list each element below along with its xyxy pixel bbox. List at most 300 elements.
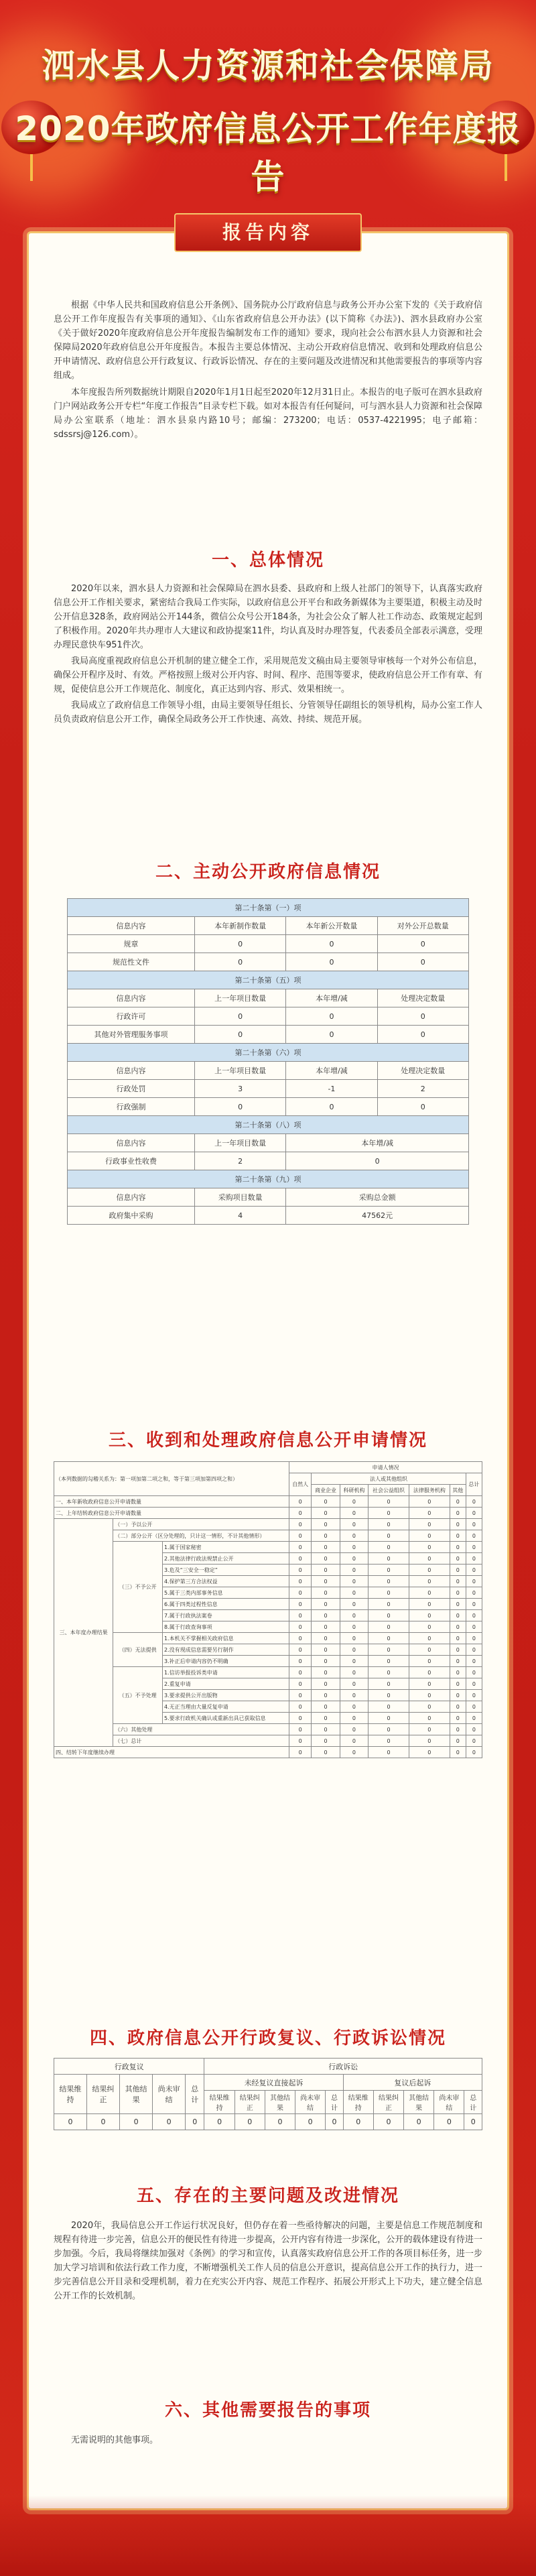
table-header-cell: 复议后起诉 xyxy=(343,2075,482,2091)
table-cell: 0 xyxy=(409,1713,450,1724)
table-cell: 0 xyxy=(409,1667,450,1678)
application-table xyxy=(54,1461,482,1758)
table-cell: 0 xyxy=(286,953,377,971)
row-label: 7.属于行政执法案卷 xyxy=(162,1610,289,1621)
table-cell: 0 xyxy=(450,1599,466,1610)
row-label: 8.属于行政查询事项 xyxy=(162,1621,289,1633)
table-cell: 0 xyxy=(312,1530,340,1542)
table-row xyxy=(54,1724,482,1735)
table-row xyxy=(54,1542,482,1553)
table-cell: 0 xyxy=(368,1610,409,1621)
table-cell: 0 xyxy=(409,1565,450,1576)
table-cell: 0 xyxy=(368,1565,409,1576)
table-cell: 0 xyxy=(409,1735,450,1747)
table-cell: -1 xyxy=(286,1080,377,1098)
table-cell: 0 xyxy=(295,2114,326,2130)
table-cell: 0 xyxy=(409,1633,450,1644)
table-cell: 0 xyxy=(289,1530,312,1542)
table-cell: 0 xyxy=(312,1587,340,1599)
table-header-cell: 采购项目数量 xyxy=(194,1188,285,1207)
table-cell: 0 xyxy=(289,1542,312,1553)
table-cell: 0 xyxy=(466,1519,482,1530)
table-cell: 0 xyxy=(450,1667,466,1678)
section-1-body xyxy=(54,582,482,729)
table-cell: 0 xyxy=(340,1724,368,1735)
table-cell: 0 xyxy=(312,1576,340,1587)
table-header-cell: 上一年项目数量 xyxy=(194,1134,285,1152)
row-label: 二、上年结转政府信息公开申请数量 xyxy=(54,1508,289,1519)
table-cell: 4 xyxy=(194,1207,285,1225)
table-cell: 0 xyxy=(450,1724,466,1735)
table-row xyxy=(68,1207,469,1225)
group-label: 三、本年度办理结果 xyxy=(54,1519,113,1747)
section-6-body xyxy=(54,2433,482,2449)
title-line2: 2020年政府信息公开工作年度报告 xyxy=(15,109,521,196)
row-label: 一、本年新收政府信息公开申请数量 xyxy=(54,1496,289,1508)
table-cell: 0 xyxy=(312,1565,340,1576)
table-cell: 0 xyxy=(312,1610,340,1621)
table-cell: 0 xyxy=(340,1690,368,1701)
table-cell: 0 xyxy=(289,1690,312,1701)
active-disclosure-table xyxy=(67,898,469,1225)
table-cell: 0 xyxy=(450,1713,466,1724)
table-cell: 0 xyxy=(265,2114,295,2130)
table-row xyxy=(54,1508,482,1519)
table-cell: 0 xyxy=(340,1496,368,1508)
table-cell: 0 xyxy=(289,1576,312,1587)
table-band-row xyxy=(68,1044,469,1062)
table-cell: 0 xyxy=(450,1633,466,1644)
row-label: 2.没有现成信息需要另行制作 xyxy=(162,1644,289,1656)
table-header-cell: 科研机构 xyxy=(340,1485,368,1496)
table-row xyxy=(54,1667,482,1678)
table-cell: 0 xyxy=(312,1667,340,1678)
table-cell: 0 xyxy=(409,1701,450,1713)
row-label: 1.信访举报投诉类申请 xyxy=(162,1667,289,1678)
table-cell: 0 xyxy=(340,1644,368,1656)
table-band-title: 第二十条第（八）项 xyxy=(68,1116,469,1134)
intro-paragraph: 本年度报告所列数据统计期限自2020年1月1日起至2020年12月31日止。本报告的电子版可在泗水县政府门户网站政务公开专栏“年度工作报告”目录专栏下载。如对本报告有任何疑问，可与泗水县人力资源和社会保障局办公室联系（地址：泗水县泉内路10号；邮编：273200；电话：0537-4221995；电子邮箱：sdssrsj@126.com）。 xyxy=(54,387,482,440)
table-cell: 0 xyxy=(289,1599,312,1610)
table-cell: 0 xyxy=(368,1587,409,1599)
table-cell: 0 xyxy=(340,1508,368,1519)
table-band-title: 第二十条第（一）项 xyxy=(68,899,469,917)
table-cell: 3 xyxy=(194,1080,285,1098)
row-label: 5.要求行政机关确认或重新出具已获取信息 xyxy=(162,1713,289,1724)
table-cell: 行政强制 xyxy=(68,1098,195,1116)
table-cell: 0 xyxy=(450,1553,466,1565)
table-cell: 0 xyxy=(340,1519,368,1530)
table-row xyxy=(68,1080,469,1098)
table-cell: 0 xyxy=(466,1667,482,1678)
row-label: 4.保护第三方合法权益 xyxy=(162,1576,289,1587)
table-cell: 0 xyxy=(450,1735,466,1747)
group-label: （三）不予公开 xyxy=(113,1542,163,1633)
table-band-row xyxy=(68,1170,469,1188)
table-cell: 0 xyxy=(343,2114,373,2130)
footer-decoration xyxy=(0,2496,536,2576)
table-cell: 0 xyxy=(312,1542,340,1553)
table-cell: 0 xyxy=(373,2114,403,2130)
table-cell: 0 xyxy=(312,1621,340,1633)
paragraph: 我局成立了政府信息工作领导小组，由局主要领导任组长、分管领导任副组长的领导机构，局办公室工作人员负责政府信息公开工作，确保全局政务公开工作快速、高效、持续、规范开展。 xyxy=(54,700,482,725)
table-header-cell: 自然人 xyxy=(289,1473,312,1496)
table-cell: 0 xyxy=(340,1565,368,1576)
table-cell: 0 xyxy=(450,1701,466,1713)
table-header-row xyxy=(68,1062,469,1080)
table-cell: 0 xyxy=(312,1633,340,1644)
table-cell: 政府集中采购 xyxy=(68,1207,195,1225)
table-cell: 0 xyxy=(368,1542,409,1553)
row-label: 6.属于四类过程性信息 xyxy=(162,1599,289,1610)
table-cell: 0 xyxy=(340,1678,368,1690)
row-label: 5.属于三类内部事务信息 xyxy=(162,1587,289,1599)
table-cell: 0 xyxy=(204,2114,234,2130)
table-cell: 0 xyxy=(377,935,468,953)
table-cell: 0 xyxy=(286,935,377,953)
table-cell: 0 xyxy=(466,1542,482,1553)
table-cell: 0 xyxy=(289,1621,312,1633)
table-cell: 0 xyxy=(286,1098,377,1116)
table-cell: 0 xyxy=(312,1508,340,1519)
table-header-cell: 其他结果 xyxy=(404,2091,434,2114)
table-cell: 0 xyxy=(368,1553,409,1565)
table-header-cell: 结果维持 xyxy=(204,2091,234,2114)
table-header-cell: 信息内容 xyxy=(68,1062,195,1080)
table-cell: 0 xyxy=(194,1098,285,1116)
table-cell: 0 xyxy=(409,1678,450,1690)
table-cell: 0 xyxy=(54,2114,87,2130)
table-cell: 0 xyxy=(450,1678,466,1690)
table-cell: 0 xyxy=(466,1644,482,1656)
table-cell: 0 xyxy=(312,1735,340,1747)
table-cell: 47562元 xyxy=(286,1207,469,1225)
intro-text xyxy=(54,298,482,444)
group-label: （五）不予处理 xyxy=(113,1667,163,1724)
table-cell: 2 xyxy=(194,1152,285,1170)
table-cell: 0 xyxy=(312,1747,340,1758)
table-cell: 0 xyxy=(466,1690,482,1701)
paragraph: 2020年，我局信息公开工作运行状况良好，但仍存在着一些亟待解决的问题，主要是信息工作规范制度和规程有待进一步完善，信息公开的便民性有待进一步提高，公开内容有待进一步深化，公开的载体建设有待进一步加强。今后，我局将继续加强对《条例》的学习和宣传，认真落实政府信息公开工作的各项目标任务，进一步加大学习培训和依法行政工作力度，不断增强机关工作人员的信息公开意识，提高信息公开工作的执行力，进一步完善信息公开目录和受理机制，着力在充实公开内容、规范工作程序、拓展公开形式上下功夫，建立健全信息公开工作的长效机制。 xyxy=(54,2221,482,2301)
table-cell: 0 xyxy=(409,1519,450,1530)
table-cell: 0 xyxy=(289,1713,312,1724)
table-cell: 行政许可 xyxy=(68,1007,195,1026)
table-cell: 0 xyxy=(312,1713,340,1724)
table-cell: 0 xyxy=(289,1519,312,1530)
table-header-cell: 其他 xyxy=(450,1485,466,1496)
table-header-cell: 总计 xyxy=(466,1473,482,1496)
table-cell: 0 xyxy=(409,1576,450,1587)
table-header-cell: 尚未审结 xyxy=(153,2075,186,2114)
table-header-cell: 行政复议 xyxy=(54,2059,204,2075)
section-6-title: 六、其他需要报告的事项 xyxy=(164,2400,371,2420)
table-cell: 0 xyxy=(450,1576,466,1587)
table-cell: 0 xyxy=(409,1644,450,1656)
table-cell: 0 xyxy=(409,1690,450,1701)
table-cell: 0 xyxy=(289,1553,312,1565)
table-cell: 0 xyxy=(289,1678,312,1690)
table-header-row xyxy=(54,1462,482,1473)
row-label: 2.其他法律行政法规禁止公开 xyxy=(162,1553,289,1565)
table-cell: 0 xyxy=(450,1587,466,1599)
table-header-cell: 本年增/减 xyxy=(286,1062,377,1080)
section-2-title: 二、主动公开政府信息情况 xyxy=(155,862,381,882)
table-row xyxy=(68,1026,469,1044)
table-row xyxy=(54,1530,482,1542)
table-cell: 0 xyxy=(368,1713,409,1724)
table-cell: 0 xyxy=(450,1644,466,1656)
table-header-cell: 上一年项目数量 xyxy=(194,989,285,1007)
table-header-cell: 结果纠正 xyxy=(234,2091,265,2114)
table-cell: 规范性文件 xyxy=(68,953,195,971)
table-cell: 0 xyxy=(466,1496,482,1508)
table-cell: 0 xyxy=(289,1508,312,1519)
table-cell: 0 xyxy=(87,2114,120,2130)
table-cell: 0 xyxy=(312,1599,340,1610)
table-cell: 0 xyxy=(368,1747,409,1758)
table-cell: 0 xyxy=(466,1633,482,1644)
title-line1: 泗水县人力资源和社会保障局 xyxy=(42,46,494,85)
table-cell: 0 xyxy=(466,1576,482,1587)
table-cell: 0 xyxy=(289,1667,312,1678)
table-header-cell: 采购总金额 xyxy=(286,1188,469,1207)
intro-paragraph: 根据《中华人民共和国政府信息公开条例》、国务院办公厅政府信息与政务公开办公室下发的《关于政府信息公开工作年度报告有关事项的通知》、《山东省政府信息公开办法》(以下简称《办法》)、泗水县政府办公室《关于做好2020年度政府信息公开年度报告编制发布工作的通知》要求，现向社会公布泗水县人力资源和社会保障局2020年政府信息公开年度报告。本报告主要总体情况、主动公开政府信息情况、收到和处理政府信息公开申请情况、政府信息公开行政复议、行政诉讼情况、存在的主要问题及改进情况和其他需要报告的事项等内容组成。 xyxy=(54,300,482,381)
table-header-cell: 其他结果 xyxy=(265,2091,295,2114)
table-cell: 0 xyxy=(194,1026,285,1044)
table-cell: 0 xyxy=(466,1565,482,1576)
table-cell: 0 xyxy=(289,1747,312,1758)
table-header-cell: 信息内容 xyxy=(68,989,195,1007)
table-header-cell: 法人或其他组织 xyxy=(312,1473,466,1485)
table-cell: 0 xyxy=(450,1496,466,1508)
table-header-cell: 申请人情况 xyxy=(289,1462,482,1473)
table-cell: 0 xyxy=(368,1496,409,1508)
table-cell: 0 xyxy=(450,1508,466,1519)
table-header-row xyxy=(68,917,469,935)
table-cell: 0 xyxy=(186,2114,204,2130)
table-cell: 0 xyxy=(368,1701,409,1713)
table-cell: 0 xyxy=(312,1519,340,1530)
table-cell: 0 xyxy=(194,1007,285,1026)
row-label: 3.补正后申请内容仍不明确 xyxy=(162,1656,289,1667)
table-header-cell: 信息内容 xyxy=(68,917,195,935)
table-cell: 0 xyxy=(234,2114,265,2130)
table-cell: 0 xyxy=(340,1735,368,1747)
table-cell: 0 xyxy=(340,1530,368,1542)
table-cell: 行政事业性收费 xyxy=(68,1152,195,1170)
review-lawsuit-table xyxy=(54,2058,482,2130)
table-header-cell: 总计 xyxy=(464,2091,482,2114)
table-cell: 0 xyxy=(368,1690,409,1701)
table-row xyxy=(68,953,469,971)
table-cell: 0 xyxy=(289,1656,312,1667)
table-cell: 0 xyxy=(368,1735,409,1747)
table-cell: 0 xyxy=(286,1007,377,1026)
table-cell: 0 xyxy=(450,1690,466,1701)
table-cell: 规章 xyxy=(68,935,195,953)
table-cell: 0 xyxy=(368,1678,409,1690)
table-row xyxy=(68,1007,469,1026)
table-cell: 0 xyxy=(450,1621,466,1633)
table-row xyxy=(54,1747,482,1758)
table-cell: 0 xyxy=(466,1553,482,1565)
row-label: 4.无正当理由大量反复申请 xyxy=(162,1701,289,1713)
table-cell: 0 xyxy=(466,1713,482,1724)
table-cell: 0 xyxy=(377,1007,468,1026)
table-cell: 0 xyxy=(368,1667,409,1678)
table-cell: 0 xyxy=(340,1542,368,1553)
table-row xyxy=(68,935,469,953)
table-cell: 0 xyxy=(409,1621,450,1633)
table-cell: 0 xyxy=(312,1553,340,1565)
paragraph: 无需说明的其他事项。 xyxy=(71,2435,159,2445)
group-label: （四）无法提供 xyxy=(113,1633,163,1667)
table-cell: 0 xyxy=(368,1530,409,1542)
table-header-cell: 行政诉讼 xyxy=(204,2059,482,2075)
row-label: 1.属于国家秘密 xyxy=(162,1542,289,1553)
table-header-cell: 处理决定数量 xyxy=(377,989,468,1007)
table-cell: 0 xyxy=(404,2114,434,2130)
table-cell: 0 xyxy=(409,1553,450,1565)
table-cell: 0 xyxy=(340,1713,368,1724)
table-cell: 0 xyxy=(466,1599,482,1610)
table-cell: 0 xyxy=(289,1496,312,1508)
table-cell: 0 xyxy=(450,1530,466,1542)
table-cell: 0 xyxy=(312,1690,340,1701)
table-cell: 0 xyxy=(340,1610,368,1621)
table-band-row xyxy=(68,971,469,989)
table-cell: 0 xyxy=(312,1701,340,1713)
table-cell: 0 xyxy=(409,1610,450,1621)
table-cell: 0 xyxy=(368,1633,409,1644)
report-header xyxy=(0,0,536,201)
table-cell: 0 xyxy=(466,1530,482,1542)
table-cell: 0 xyxy=(368,1656,409,1667)
table-header-cell: 结果纠正 xyxy=(87,2075,120,2114)
table-cell: 0 xyxy=(466,1747,482,1758)
table-cell: 0 xyxy=(289,1724,312,1735)
table-cell: 0 xyxy=(450,1565,466,1576)
table-cell: 0 xyxy=(368,1644,409,1656)
row-label: 3.危及“三安全一稳定” xyxy=(162,1565,289,1576)
table-cell: 0 xyxy=(289,1735,312,1747)
table-cell: 0 xyxy=(409,1656,450,1667)
table-cell: 0 xyxy=(340,1621,368,1633)
paragraph: 我局高度重视政府信息公开机制的建立健全工作，采用规范发文稿由局主要领导审核每一个对外公布信息，确保公开程序及时、有效。严格按照上级对公开内容、时间、程序、范围等要求，使政府信息公开工作有章、有规，促使信息公开工作规范化、制度化，真正达到内容、形式、效果相统一。 xyxy=(54,656,482,694)
table-cell: 0 xyxy=(466,1735,482,1747)
table-header-row xyxy=(68,989,469,1007)
table-cell: 0 xyxy=(120,2114,153,2130)
table-row xyxy=(54,1496,482,1508)
section-ribbon: 报告内容 xyxy=(174,213,362,252)
table-cell: 0 xyxy=(409,1530,450,1542)
table-row xyxy=(54,1519,482,1530)
section-4-title: 四、政府信息公开行政复议、行政诉讼情况 xyxy=(89,2028,446,2048)
row-label: （一）予以公开 xyxy=(113,1519,289,1530)
row-label: 3.要求提供公开出版物 xyxy=(162,1690,289,1701)
table-header-cell: 总计 xyxy=(186,2075,204,2114)
table-cell: 2 xyxy=(377,1080,468,1098)
table-header-cell: 尚未审结 xyxy=(434,2091,464,2114)
table-cell: 0 xyxy=(340,1667,368,1678)
table-cell: 0 xyxy=(153,2114,186,2130)
table-cell: 0 xyxy=(340,1587,368,1599)
table-cell: 0 xyxy=(326,2114,343,2130)
paragraph: 2020年以来，泗水县人力资源和社会保障局在泗水县委、县政府和上级人社部门的领导下，认真落实政府信息公开工作相关要求，紧密结合我局工作实际，以政府信息公开平台和政务新媒体为主要渠道，积极主动及时公开信息328条，政府网站公开144条，微信公众号公开184条，为社会公众了解人社工作动态、政策规定起到了积极作用。2020年共办理市人大建议和政协提案11件，均认真及时办理答复，代表委员全部表示满意，受理办理民意快车951件次。 xyxy=(54,584,482,650)
table-header-cell: 对外公开总数量 xyxy=(377,917,468,935)
table-cell: 0 xyxy=(340,1747,368,1758)
table-cell: 0 xyxy=(194,953,285,971)
section-5-title: 五、存在的主要问题及改进情况 xyxy=(136,2186,399,2206)
table-header-cell: 其他结果 xyxy=(120,2075,153,2114)
table-cell: 0 xyxy=(409,1587,450,1599)
table-cell: 0 xyxy=(409,1747,450,1758)
table-cell: 0 xyxy=(450,1610,466,1621)
table-cell: 0 xyxy=(409,1496,450,1508)
table-corner-cell: （本列数据的勾稽关系为：第一项加第二项之和，等于第三项加第四项之和） xyxy=(54,1462,289,1496)
report-card xyxy=(27,231,509,2510)
table-cell: 0 xyxy=(466,1724,482,1735)
table-cell: 0 xyxy=(289,1633,312,1644)
table-header-cell: 本年增/减 xyxy=(286,1134,469,1152)
table-cell: 0 xyxy=(368,1508,409,1519)
table-cell: 0 xyxy=(466,1587,482,1599)
section-5-body xyxy=(54,2219,482,2305)
table-header-cell: 商业企业 xyxy=(312,1485,340,1496)
table-header-cell: 信息内容 xyxy=(68,1134,195,1152)
table-header-cell: 信息内容 xyxy=(68,1188,195,1207)
table-cell: 0 xyxy=(466,1621,482,1633)
table-row xyxy=(68,1152,469,1170)
table-header-cell: 本年增/减 xyxy=(286,989,377,1007)
table-header-row xyxy=(68,1134,469,1152)
table-cell: 0 xyxy=(312,1496,340,1508)
table-cell: 0 xyxy=(340,1656,368,1667)
table-cell: 0 xyxy=(466,1656,482,1667)
table-cell: 0 xyxy=(377,1026,468,1044)
table-cell: 0 xyxy=(377,953,468,971)
table-row xyxy=(68,1098,469,1116)
table-header-row xyxy=(68,1188,469,1207)
table-cell: 0 xyxy=(340,1553,368,1565)
table-cell: 0 xyxy=(409,1542,450,1553)
table-cell: 0 xyxy=(377,1098,468,1116)
table-header-cell: 社会公益组织 xyxy=(368,1485,409,1496)
table-header-cell: 上一年项目数量 xyxy=(194,1062,285,1080)
table-cell: 0 xyxy=(368,1599,409,1610)
table-header-cell: 处理决定数量 xyxy=(377,1062,468,1080)
table-cell: 0 xyxy=(466,1508,482,1519)
table-band-title: 第二十条第（六）项 xyxy=(68,1044,469,1062)
table-row xyxy=(54,1735,482,1747)
table-cell: 0 xyxy=(289,1644,312,1656)
table-header-cell: 法律服务机构 xyxy=(409,1485,450,1496)
table-cell: 0 xyxy=(409,1724,450,1735)
row-label: 2.重复申请 xyxy=(162,1678,289,1690)
table-cell: 0 xyxy=(289,1587,312,1599)
section-1-title: 一、总体情况 xyxy=(211,550,324,570)
table-header-cell: 总计 xyxy=(326,2091,343,2114)
section-3-title: 三、收到和处理政府信息公开申请情况 xyxy=(108,1430,427,1451)
table-header-cell: 本年新公开数量 xyxy=(286,917,377,935)
table-cell: 0 xyxy=(368,1621,409,1633)
table-cell: 0 xyxy=(312,1656,340,1667)
table-cell: 0 xyxy=(194,935,285,953)
table-cell: 行政处罚 xyxy=(68,1080,195,1098)
table-cell: 0 xyxy=(340,1633,368,1644)
table-header-cell: 结果维持 xyxy=(343,2091,373,2114)
table-band-title: 第二十条第（五）项 xyxy=(68,971,469,989)
